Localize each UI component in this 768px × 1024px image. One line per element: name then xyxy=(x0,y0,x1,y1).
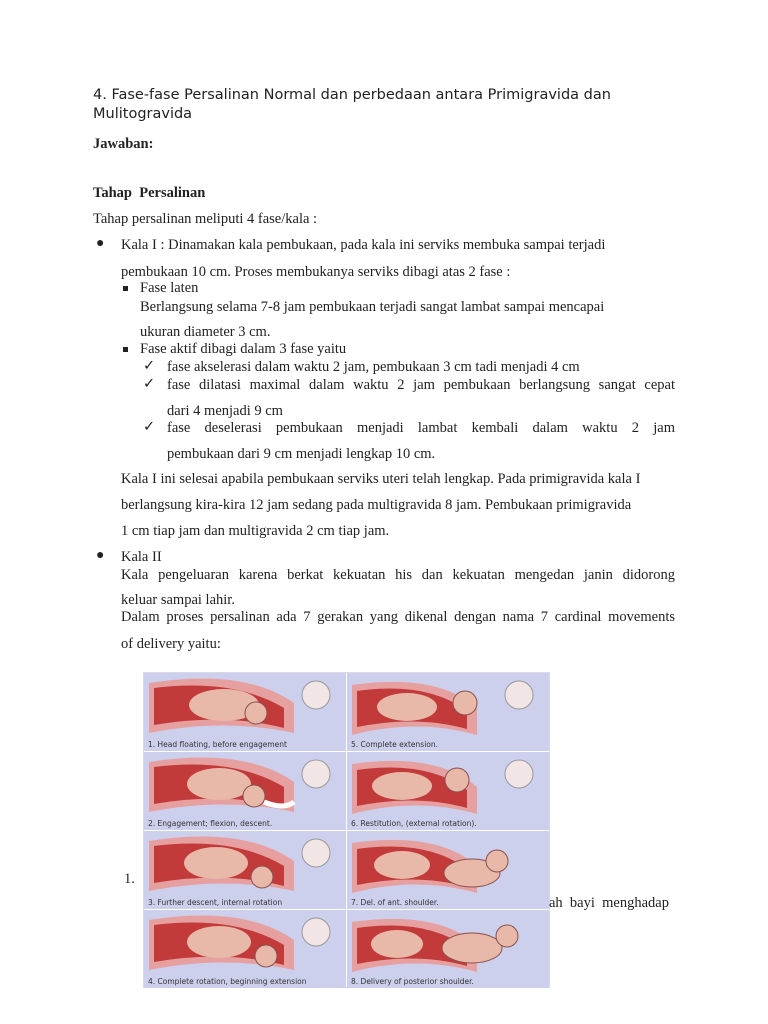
trailing-text: ah bayi menghadap xyxy=(549,895,669,911)
square-bullet-icon xyxy=(123,286,128,291)
kala1-summary-2: berlangsung kira-kira 12 jam sedang pada multigravida 8 jam. Pembukaan primigravida xyxy=(121,497,632,513)
figure-panel-8 xyxy=(347,910,549,988)
section-title: Tahap Persalinan xyxy=(93,185,206,201)
intro-text: Tahap persalinan meliputi 4 fase/kala : xyxy=(93,211,318,227)
check-item-1: fase akselerasi dalam waktu 2 jam, pembukaan 3 cm tadi menjadi 4 cm xyxy=(167,359,580,375)
figure-panel-7 xyxy=(347,831,549,909)
fase-laten-desc2: ukuran diameter 3 cm. xyxy=(140,324,271,340)
figure-panel-1 xyxy=(144,673,346,751)
checkmark-icon: ✓ xyxy=(143,376,156,392)
figure-caption: 4. Complete rotation, beginning extension xyxy=(148,977,307,986)
figure-caption: 5. Complete extension. xyxy=(351,740,439,749)
fase-laten-desc1: Berlangsung selama 7-8 jam pembukaan terjadi sangat lambat sampai mencapai xyxy=(140,299,605,315)
kala2-line4: of delivery yaitu: xyxy=(121,636,221,652)
figure-caption: 8. Delivery of posterior shoulder. xyxy=(351,977,474,986)
kala2-line1: Kala pengeluaran karena berkat kekuatan his dan kekuatan mengedan janin didorong xyxy=(121,567,675,583)
kala2-line2: keluar sampai lahir. xyxy=(121,592,235,608)
figure-caption: 1. Head floating, before engagement xyxy=(148,740,287,749)
check-item-2a: fase dilatasi maximal dalam waktu 2 jam pembukaan berlangsung sangat cepat xyxy=(167,377,675,393)
kala1-summary-3: 1 cm tiap jam dan multigravida 2 cm tiap jam. xyxy=(121,523,390,539)
bullet-dot-icon: ● xyxy=(96,548,105,563)
kala1-line1: Kala I : Dinamakan kala pembukaan, pada kala ini serviks membuka sampai terjadi xyxy=(121,237,606,253)
figure-panel-6 xyxy=(347,752,549,830)
kala2-title: Kala II xyxy=(121,549,162,565)
checkmark-icon: ✓ xyxy=(143,419,156,435)
figure-caption: 2. Engagement; flexion, descent. xyxy=(148,819,273,828)
check-item-2b: dari 4 menjadi 9 cm xyxy=(167,403,283,419)
check-item-3a: fase deselerasi pembukaan menjadi lambat kembali dalam waktu 2 jam xyxy=(167,420,675,436)
question-title: 4. Fase-fase Persalinan Normal dan perbedaan antara Primigravida dan Mulitogravida xyxy=(93,87,611,122)
kala2-line3: Dalam proses persalinan ada 7 gerakan yang dikenal dengan nama 7 cardinal movements xyxy=(121,609,675,625)
cardinal-movements-figure xyxy=(143,672,550,988)
figure-panel-4 xyxy=(144,910,346,988)
fase-aktif-label: Fase aktif dibagi dalam 3 fase yaitu xyxy=(140,341,347,357)
figure-panel-2 xyxy=(144,752,346,830)
bullet-dot-icon: ● xyxy=(96,236,105,251)
figure-caption: 3. Further descent, internal rotation xyxy=(148,898,283,907)
kala1-line2: pembukaan 10 cm. Proses membukanya serviks dibagi atas 2 fase : xyxy=(121,264,511,280)
figure-caption: 6. Restitution, (external rotation). xyxy=(351,819,477,828)
answer-label: Jawaban: xyxy=(93,136,154,152)
checkmark-icon: ✓ xyxy=(143,358,156,374)
figure-panel-5 xyxy=(347,673,549,751)
figure-caption: 7. Del. of ant. shoulder. xyxy=(351,898,439,907)
kala1-summary-1: Kala I ini selesai apabila pembukaan serviks uteri telah lengkap. Pada primigravida kala I xyxy=(121,471,641,487)
check-item-3b: pembukaan dari 9 cm menjadi lengkap 10 cm. xyxy=(167,446,436,462)
fase-laten-label: Fase laten xyxy=(140,280,199,296)
figure-panel-3 xyxy=(144,831,346,909)
square-bullet-icon xyxy=(123,347,128,352)
list-number: 1. xyxy=(124,871,135,887)
